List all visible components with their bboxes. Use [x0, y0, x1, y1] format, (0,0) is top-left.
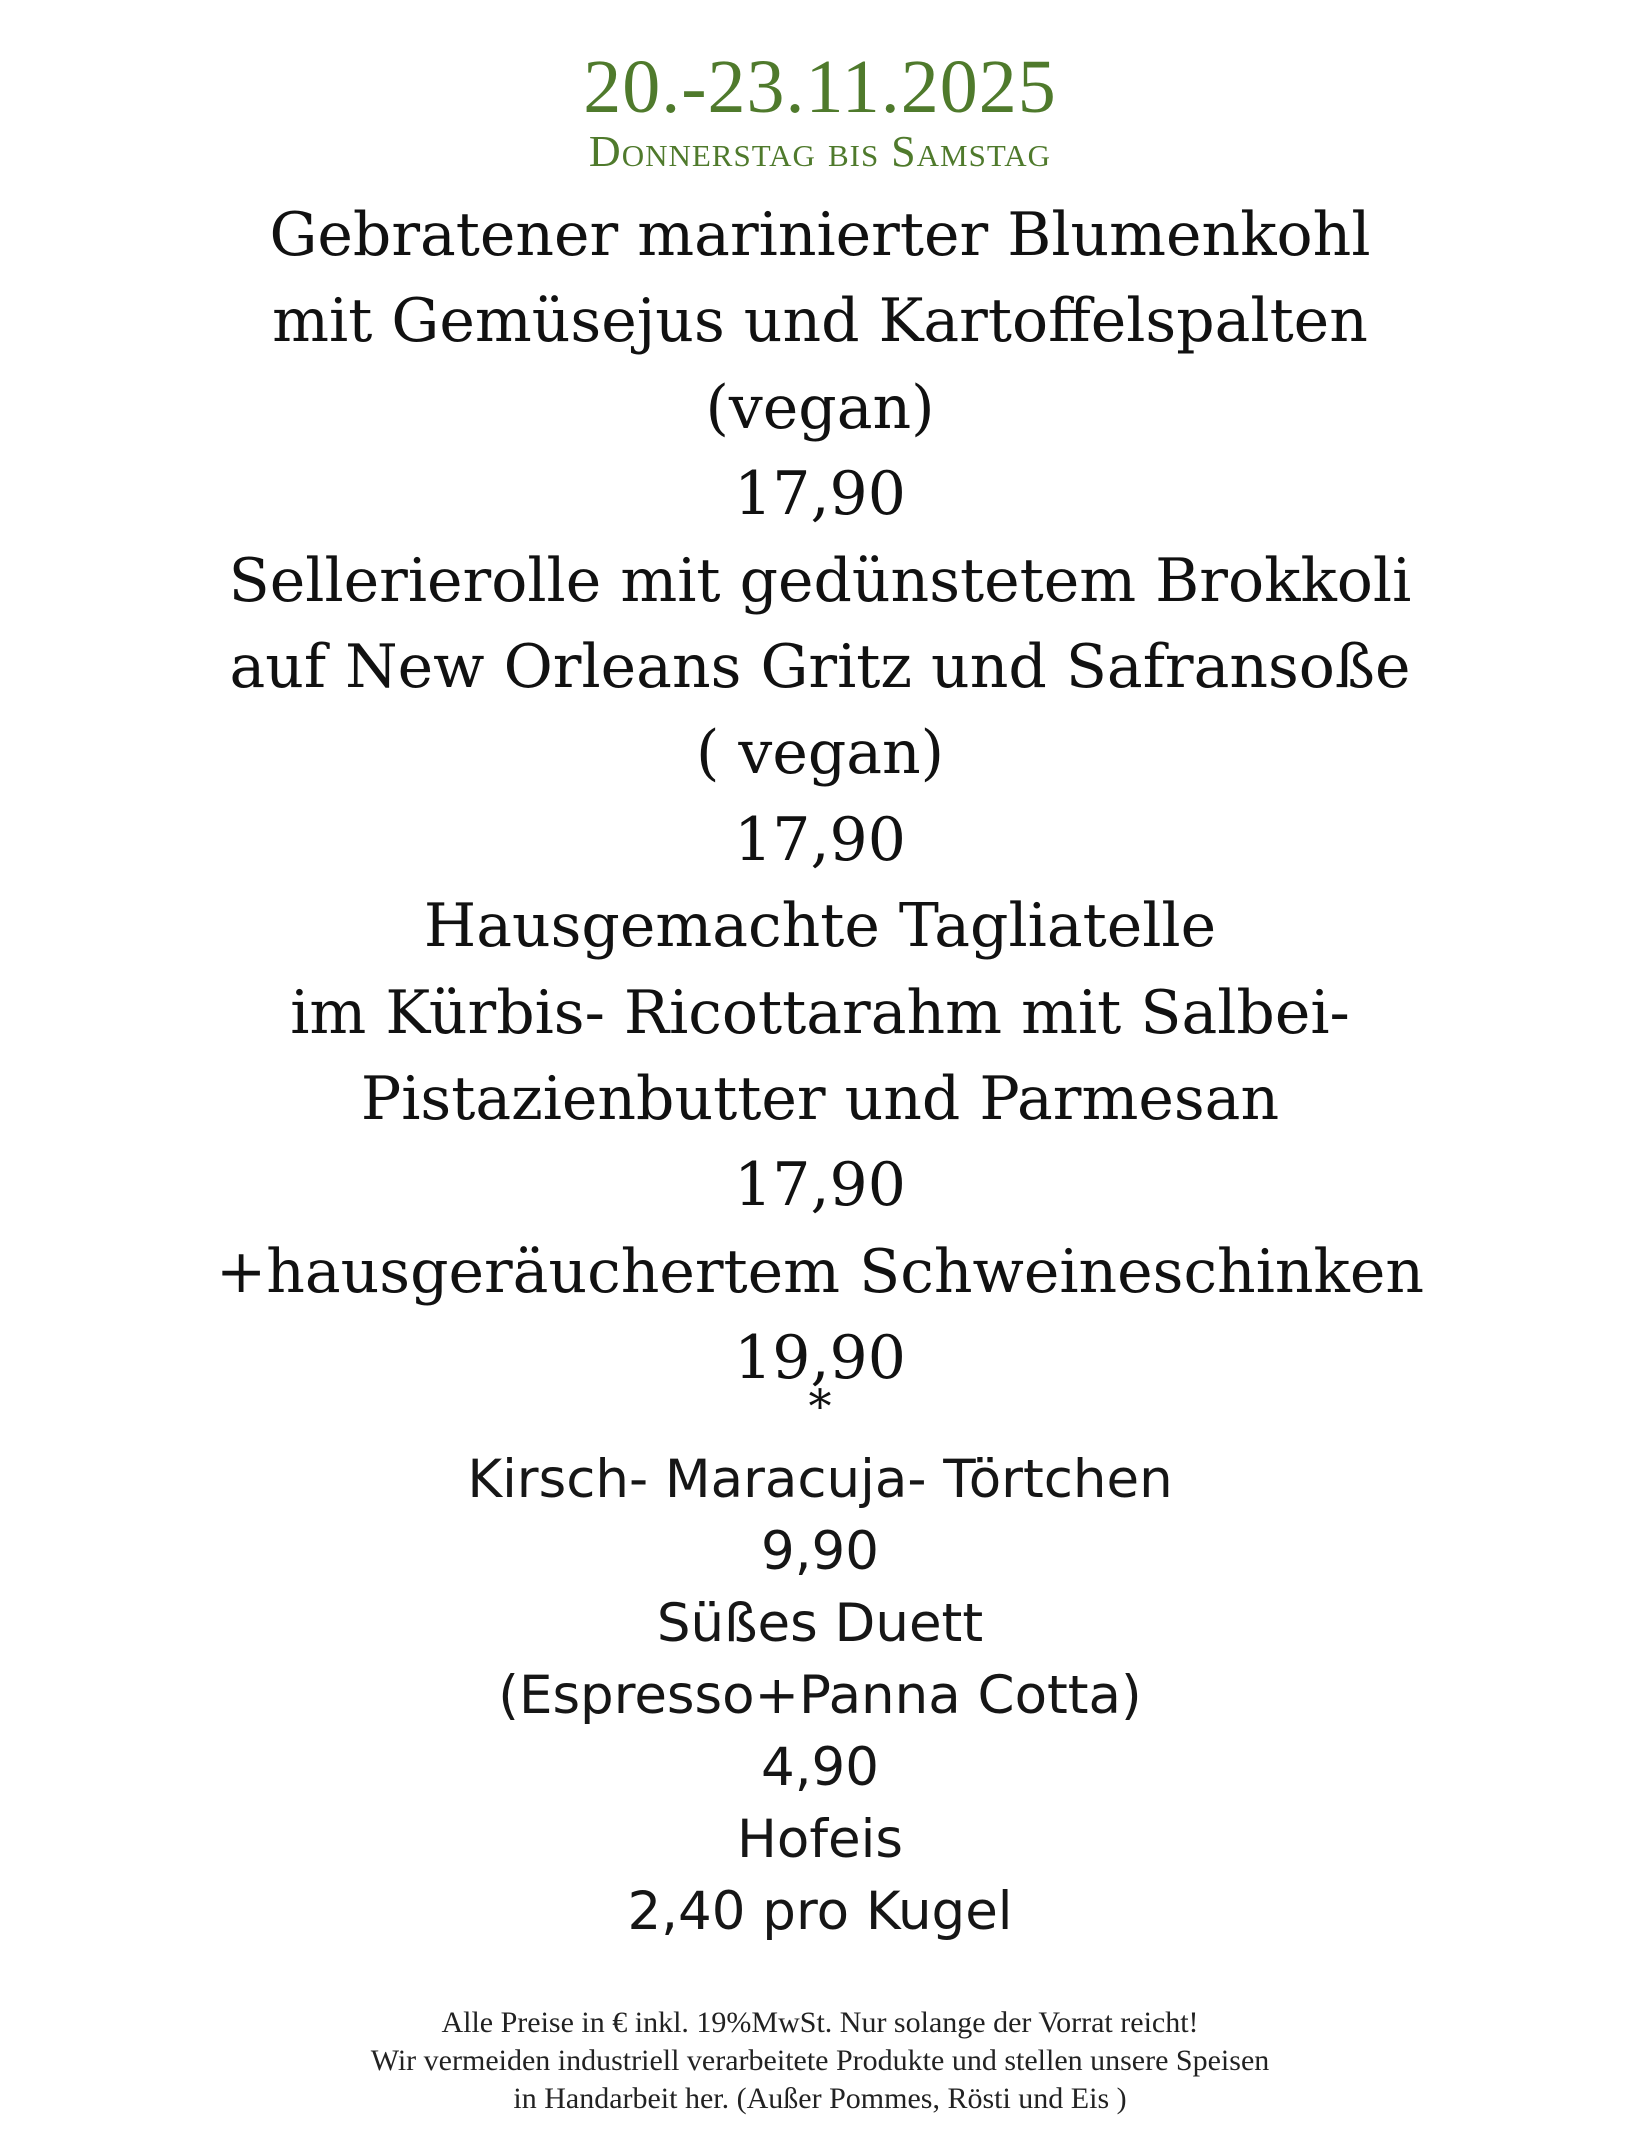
dish-1-tag: (vegan)	[705, 372, 935, 443]
dessert-1-title: Kirsch- Maracuja- Törtchen	[467, 1449, 1173, 1510]
dessert-list	[0, 1444, 1640, 1948]
dish-2-tag: ( vegan)	[695, 718, 945, 789]
section-separator: *	[808, 1379, 832, 1433]
dish-1-description: mit Gemüsejus und Kartoffelspalten	[272, 286, 1368, 357]
footer-line-2: Wir vermeiden industriell verarbeitete Produkte und stellen unsere Speisen	[370, 2044, 1270, 2077]
dish-3-price: 17,90	[734, 1150, 906, 1221]
menu-days: Donnerstag bis Samstag	[588, 127, 1052, 176]
dish-3-description-1: im Kürbis- Ricottarahm mit Salbei-	[290, 977, 1350, 1048]
footer-note	[0, 2004, 1640, 2118]
dish-1-price: 17,90	[734, 459, 906, 530]
main-dishes	[0, 192, 1640, 1402]
dish-3-description-2: Pistazienbutter und Parmesan	[360, 1064, 1280, 1135]
dish-3-addon: +hausgeräuchertem Schweineschinken	[215, 1236, 1425, 1307]
dessert-2-price: 4,90	[760, 1737, 879, 1798]
dessert-3-price: 2,40 pro Kugel	[627, 1881, 1013, 1942]
dish-2-title: Sellerierolle mit gedünstetem Brokkoli	[228, 545, 1412, 616]
dish-1-title: Gebratener marinierter Blumenkohl	[269, 200, 1371, 270]
dessert-2-description: (Espresso+Panna Cotta)	[498, 1665, 1142, 1726]
footer-line-3: in Handarbeit her. (Außer Pommes, Rösti und Eis )	[513, 2082, 1127, 2115]
dessert-3-title: Hofeis	[737, 1809, 903, 1870]
menu-date: 20.-23.11.2025	[583, 45, 1057, 129]
dessert-1-price: 9,90	[760, 1521, 879, 1582]
dish-2-description: auf New Orleans Gritz und Safransoße	[229, 632, 1411, 703]
footer-line-1: Alle Preise in € inkl. 19%MwSt. Nur solange der Vorrat reicht!	[441, 2006, 1199, 2039]
dish-3-title: Hausgemachte Tagliatelle	[423, 891, 1217, 962]
dish-3-addon-price: 19,90	[734, 1323, 906, 1394]
dessert-2-title: Süßes Duett	[656, 1593, 984, 1654]
dish-2-price: 17,90	[734, 804, 906, 875]
